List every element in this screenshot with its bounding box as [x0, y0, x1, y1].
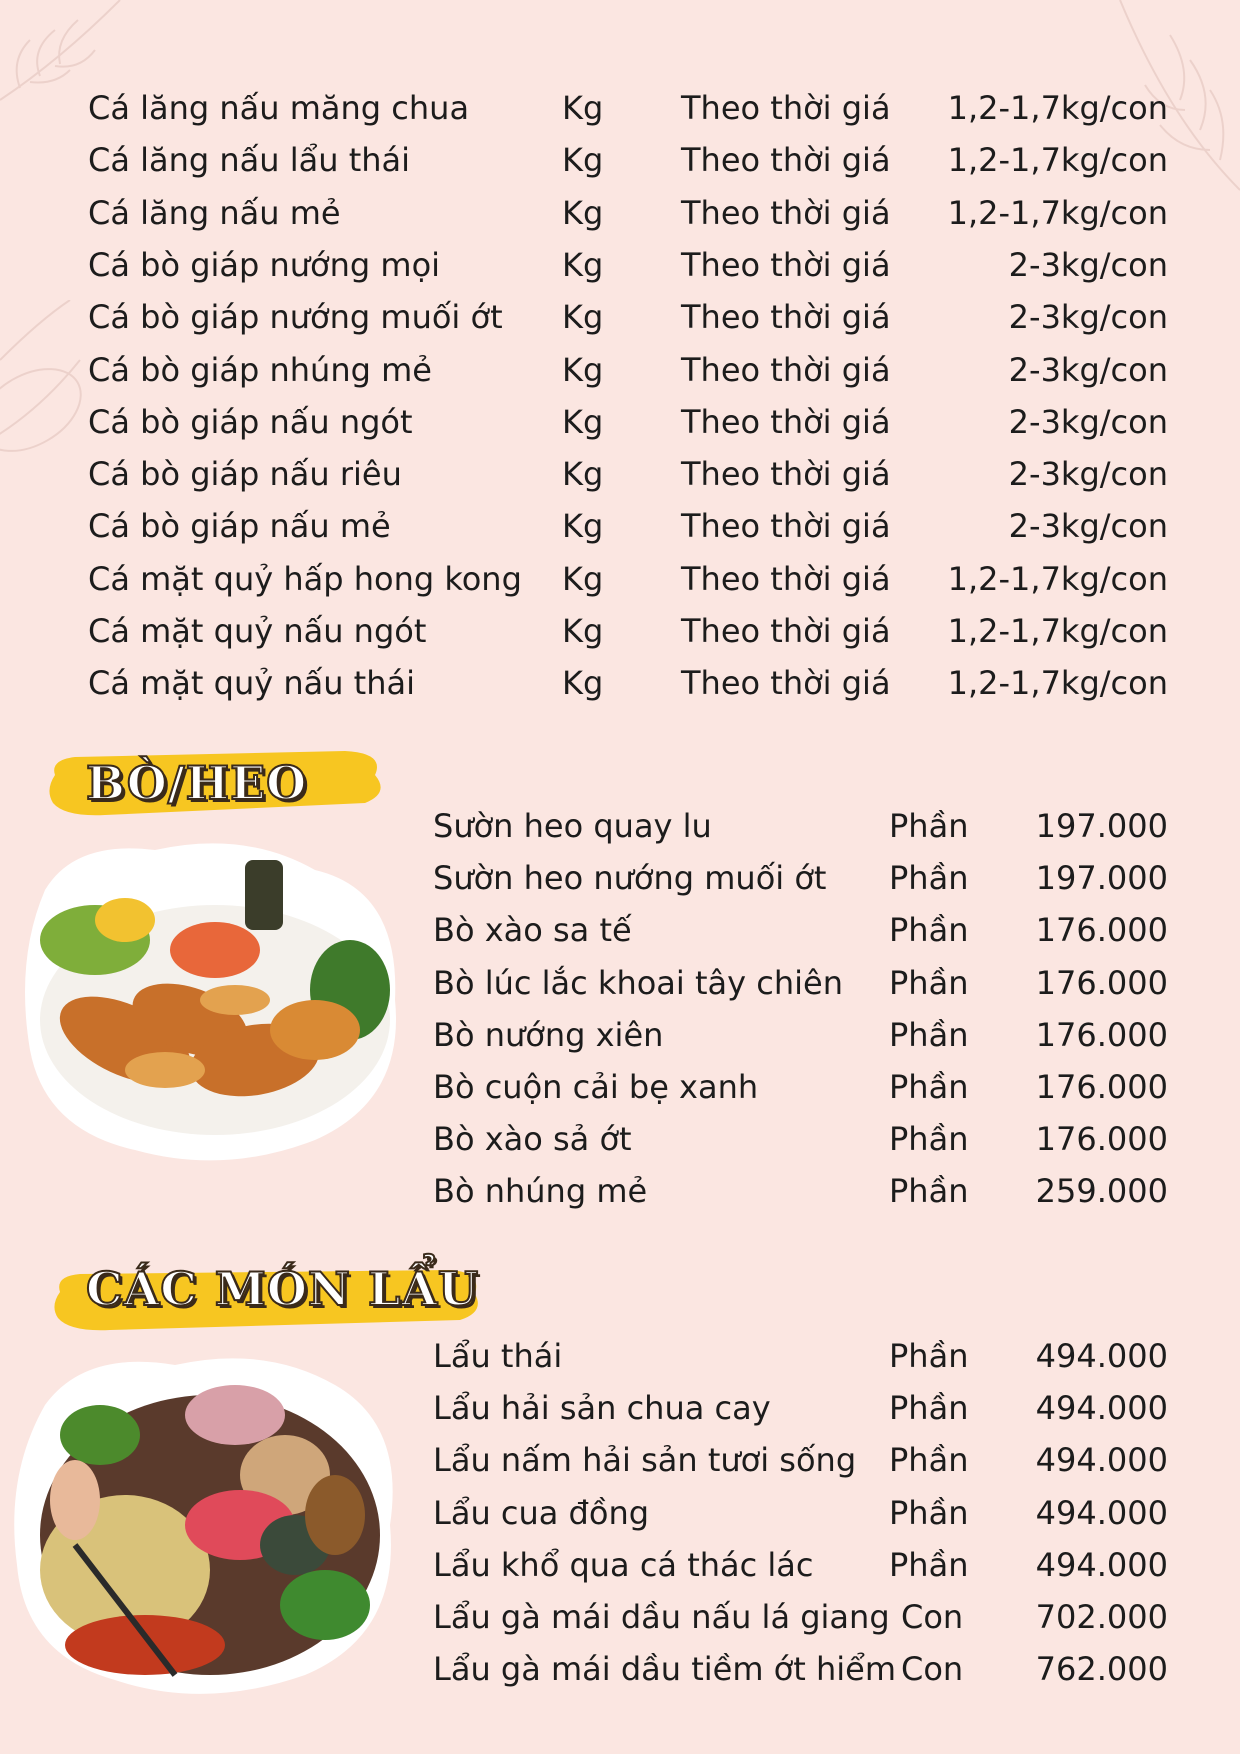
price-label: 494.000 — [1035, 1545, 1168, 1584]
unit-label: Phần — [889, 1120, 969, 1159]
menu-item-row — [433, 1330, 1168, 1382]
fish-menu-row — [88, 396, 1168, 448]
price-label: 197.000 — [1035, 859, 1168, 898]
weight-label: 1,2-1,7kg/con — [947, 612, 1168, 650]
unit-label: Phần — [889, 1493, 969, 1532]
dish-name: Lẩu thái — [433, 1337, 563, 1375]
weight-label: 1,2-1,7kg/con — [947, 141, 1168, 180]
menu-item-row — [433, 1643, 1168, 1695]
dish-name: Bò xào sa tế — [433, 911, 632, 950]
weight-label: 1,2-1,7kg/con — [947, 193, 1168, 232]
menu-item-row — [433, 1165, 1168, 1217]
weight-label: 2-3kg/con — [1008, 298, 1168, 337]
weight-label: 2-3kg/con — [1008, 245, 1168, 284]
menu-item-row — [433, 1591, 1168, 1643]
weight-label: 1,2-1,7kg/con — [947, 89, 1168, 127]
price-label: Theo thời giá — [681, 89, 891, 127]
menu-item-row — [433, 1382, 1168, 1434]
dish-name: Cá lăng nấu mẻ — [88, 193, 341, 232]
dish-name: Cá mặt quỷ hấp hong kong — [88, 559, 522, 598]
unit-label: Kg — [562, 455, 604, 494]
price-label: Theo thời giá — [681, 559, 891, 598]
weight-label: 2-3kg/con — [1008, 350, 1168, 389]
unit-label: Kg — [562, 559, 604, 598]
dish-name: Bò lúc lắc khoai tây chiên — [433, 963, 843, 1002]
unit-label: Phần — [889, 859, 969, 898]
price-label: 176.000 — [1035, 963, 1168, 1002]
dish-name: Lẩu gà mái dầu tiềm ớt hiểm — [433, 1650, 896, 1689]
dish-name: Cá bò giáp nướng mọi — [88, 245, 441, 284]
unit-label: Phần — [889, 1068, 969, 1106]
dish-name: Lẩu gà mái dầu nấu lá giang — [433, 1598, 890, 1636]
price-label: 494.000 — [1035, 1493, 1168, 1532]
weight-label: 1,2-1,7kg/con — [947, 559, 1168, 598]
unit-label: Kg — [562, 402, 604, 441]
dish-name: Cá bò giáp nấu mẻ — [88, 507, 391, 546]
unit-label: Phần — [889, 1389, 969, 1428]
leaf-decoration-left — [0, 300, 100, 520]
dish-name: Sườn heo quay lu — [433, 807, 712, 845]
photo-hotpot — [5, 1345, 405, 1705]
fish-menu-row — [88, 82, 1168, 134]
unit-label: Kg — [562, 350, 604, 389]
price-label: Theo thời giá — [681, 298, 891, 337]
dish-name: Bò cuộn cải bẹ xanh — [433, 1068, 759, 1106]
menu-item-row — [433, 1113, 1168, 1165]
fish-menu-row — [88, 553, 1168, 605]
price-label: 176.000 — [1035, 911, 1168, 950]
unit-label: Kg — [562, 89, 604, 127]
unit-label: Kg — [562, 298, 604, 337]
fish-menu-row — [88, 500, 1168, 552]
menu-item-row — [433, 1434, 1168, 1486]
price-label: Theo thời giá — [681, 664, 891, 703]
price-label: Theo thời giá — [681, 141, 891, 180]
unit-label: Phần — [889, 1337, 969, 1375]
price-label: Theo thời giá — [681, 193, 891, 232]
weight-label: 2-3kg/con — [1008, 455, 1168, 494]
menu-item-row — [433, 957, 1168, 1009]
price-label: 762.000 — [1035, 1650, 1168, 1689]
weight-label: 1,2-1,7kg/con — [947, 664, 1168, 703]
price-label: Theo thời giá — [681, 350, 891, 389]
unit-label: Phần — [889, 911, 969, 950]
menu-item-row — [433, 1487, 1168, 1539]
dish-name: Lẩu cua đồng — [433, 1493, 650, 1532]
unit-label: Con — [901, 1650, 964, 1689]
menu-item-row — [433, 1009, 1168, 1061]
dish-name: Lẩu nấm hải sản tươi sống — [433, 1441, 857, 1480]
dish-name: Cá lăng nấu măng chua — [88, 89, 470, 127]
fish-menu-row — [88, 605, 1168, 657]
dish-name: Cá mặt quỷ nấu thái — [88, 664, 415, 703]
menu-item-row — [433, 800, 1168, 852]
price-label: Theo thời giá — [681, 455, 891, 494]
weight-label: 2-3kg/con — [1008, 507, 1168, 546]
price-label: 176.000 — [1035, 1015, 1168, 1054]
dish-name: Cá lăng nấu lẩu thái — [88, 141, 411, 180]
unit-label: Con — [901, 1598, 964, 1636]
unit-label: Kg — [562, 141, 604, 180]
dish-name: Bò nướng xiên — [433, 1015, 664, 1054]
fish-menu-row — [88, 448, 1168, 500]
price-label: 176.000 — [1035, 1120, 1168, 1159]
menu-item-row — [433, 904, 1168, 956]
fish-menu-row — [88, 344, 1168, 396]
fish-menu-row — [88, 291, 1168, 343]
photo-roast-pork-plate — [15, 830, 405, 1170]
fish-menu-row — [88, 187, 1168, 239]
price-label: Theo thời giá — [681, 402, 891, 441]
price-label: 702.000 — [1035, 1598, 1168, 1636]
fish-menu-row — [88, 239, 1168, 291]
price-label: Theo thời giá — [681, 612, 891, 650]
menu-item-row — [433, 1539, 1168, 1591]
price-label: 494.000 — [1035, 1441, 1168, 1480]
unit-label: Phần — [889, 963, 969, 1002]
section-title-bo-heo: BÒ/HEO — [86, 756, 308, 810]
unit-label: Kg — [562, 507, 604, 546]
dish-name: Sườn heo nướng muối ớt — [433, 859, 827, 898]
dish-name: Lẩu khổ qua cá thác lác — [433, 1545, 814, 1584]
unit-label: Kg — [562, 664, 604, 703]
unit-label: Kg — [562, 245, 604, 284]
unit-label: Phần — [889, 1441, 969, 1480]
dish-name: Bò nhúng mẻ — [433, 1172, 648, 1211]
dish-name: Cá mặt quỷ nấu ngót — [88, 612, 427, 650]
price-label: 494.000 — [1035, 1337, 1168, 1375]
price-label: Theo thời giá — [681, 507, 891, 546]
unit-label: Phần — [889, 1172, 969, 1211]
fish-menu-row — [88, 134, 1168, 186]
dish-name: Cá bò giáp nấu riêu — [88, 455, 402, 494]
unit-label: Phần — [889, 1545, 969, 1584]
price-label: Theo thời giá — [681, 245, 891, 284]
price-label: 197.000 — [1035, 807, 1168, 845]
dish-name: Cá bò giáp nhúng mẻ — [88, 350, 432, 389]
price-label: 176.000 — [1035, 1068, 1168, 1106]
unit-label: Kg — [562, 193, 604, 232]
dish-name: Cá bò giáp nấu ngót — [88, 402, 413, 441]
dish-name: Cá bò giáp nướng muối ớt — [88, 298, 503, 337]
unit-label: Phần — [889, 1015, 969, 1054]
section-title-cac-mon-lau: CÁC MÓN LẨU — [86, 1262, 480, 1316]
dish-name: Bò xào sả ớt — [433, 1120, 632, 1159]
weight-label: 2-3kg/con — [1008, 402, 1168, 441]
fish-menu-row — [88, 657, 1168, 709]
price-label: 494.000 — [1035, 1389, 1168, 1428]
menu-item-row — [433, 852, 1168, 904]
menu-item-row — [433, 1061, 1168, 1113]
unit-label: Kg — [562, 612, 604, 650]
unit-label: Phần — [889, 807, 969, 845]
price-label: 259.000 — [1035, 1172, 1168, 1211]
dish-name: Lẩu hải sản chua cay — [433, 1389, 771, 1428]
